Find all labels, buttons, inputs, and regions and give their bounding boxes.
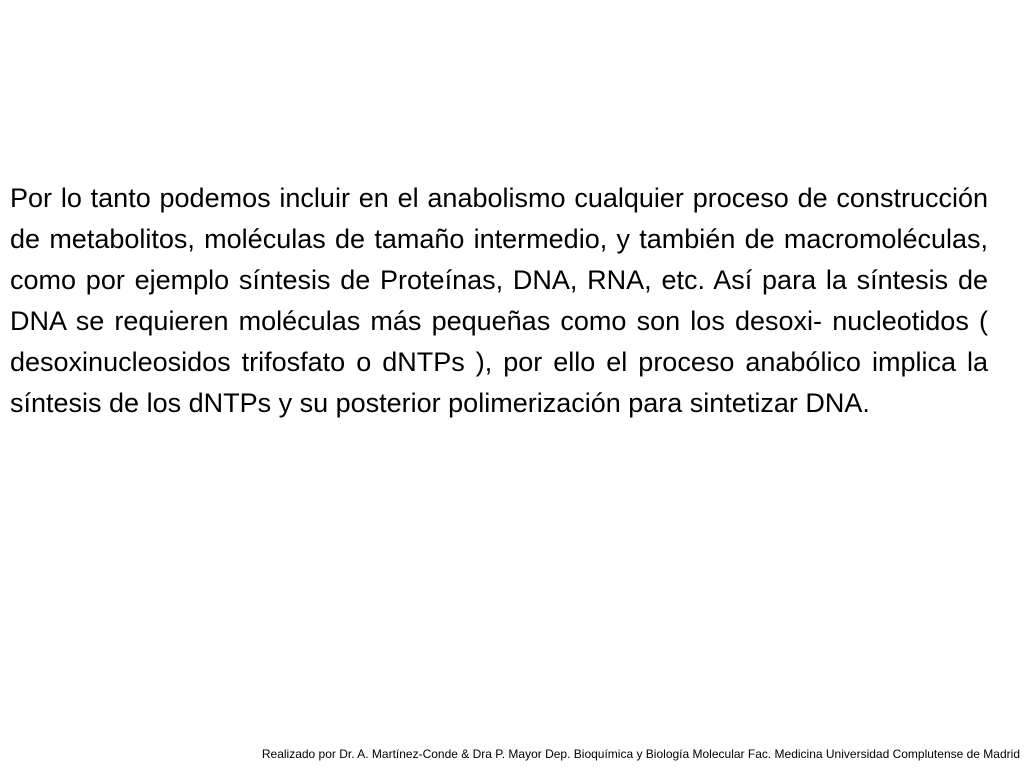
slide-body-text: Por lo tanto podemos incluir en el anabolismo cualquier proceso de construcción de metabolitos, moléculas de tamaño intermedio, y también de macromoléculas, como por ejemplo síntesis de Proteínas, DNA, RNA, etc. Así para la síntesis de DNA se requieren moléculas más pequeñas como son los desoxi- nucleotidos ( desoxinucleosidos trifosfato o dNTPs ), por ello el proceso anabólico implica la síntesis de los dNTPs y su posterior polimerización para sintetizar DNA.: [10, 183, 988, 418]
slide-footer-credit: Realizado por Dr. A. Martínez-Conde & Dra P. Mayor Dep. Bioquímica y Biología Molecular Fac. Medicina Universidad Complutense de Madrid: [261, 747, 1020, 761]
